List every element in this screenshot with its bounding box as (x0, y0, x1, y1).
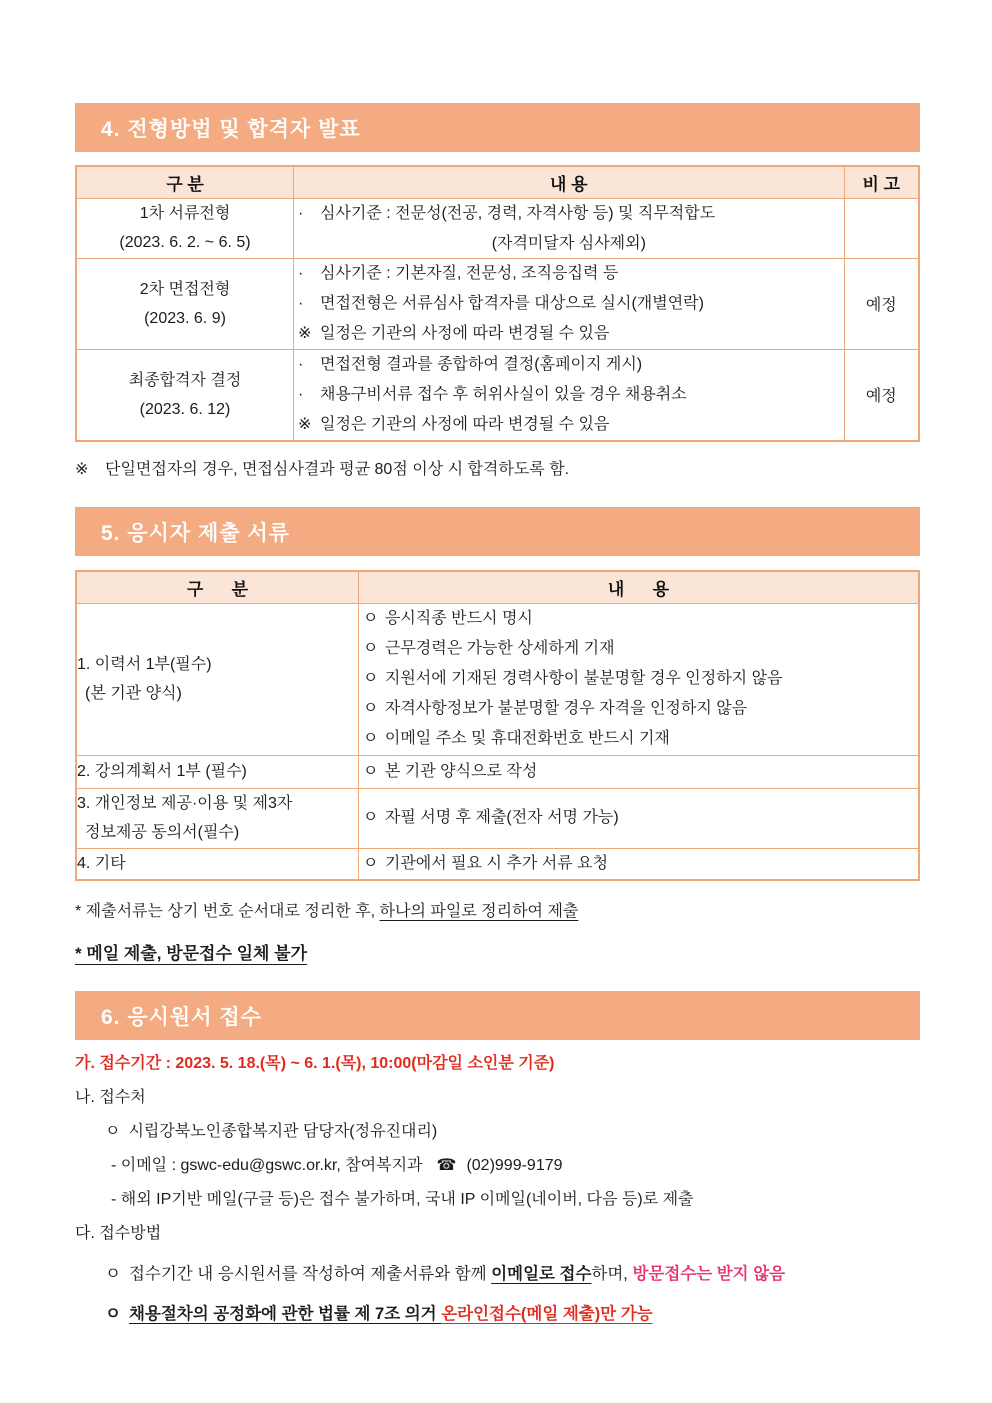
submission-documents-table (75, 570, 920, 881)
row-category-line: (2023. 6. 9) (144, 309, 226, 327)
reception-office-line (75, 1121, 920, 1143)
table-row (76, 198, 919, 258)
bullet-dot: · (298, 204, 304, 222)
submission-note-1 (75, 901, 920, 923)
row-category-line: 최종합격자 결정 (128, 371, 242, 389)
bullet-circle: ㅇ (362, 854, 379, 872)
section4-header (75, 103, 920, 152)
bullet-circle: ㅇ (362, 640, 379, 657)
row-category-line: 정보제공 동의서(필수) (85, 824, 240, 841)
reception-office-heading: 나. 접수처 (75, 1089, 146, 1106)
section6-title: 6. 응시원서 접수 (101, 1005, 262, 1029)
application-info (75, 1053, 920, 1325)
table-header-row (76, 571, 919, 603)
bullet-dot: · (298, 385, 304, 403)
bullet-circle: ㅇ (362, 670, 379, 687)
section6-header (75, 991, 920, 1040)
content-line: 채용구비서류 접수 후 허위사실이 있을 경우 채용취소 (320, 385, 687, 403)
content-line: 심사기준 : 전문성(전공, 경력, 자격사항 등) 및 직무적합도 (320, 204, 716, 222)
note-text: * 제출서류는 상기 번호 순서대로 정리한 후, (75, 903, 380, 920)
content-line: 심사기준 : 기본자질, 전문성, 조직응집력 등 (320, 264, 619, 282)
row-category-line: 2. 강의계획서 1부 (필수) (77, 763, 247, 780)
bullet-circle: ㅇ (105, 1265, 121, 1283)
note-cell: 예정 (844, 349, 919, 441)
method-line-1 (75, 1263, 920, 1285)
period-label: 가. 접수기간 : (75, 1055, 176, 1072)
row-category-line: 1차 서류전형 (139, 205, 231, 222)
section4-title: 4. 전형방법 및 합격자 발표 (101, 117, 361, 141)
col-header-category: 구 분 (76, 166, 294, 198)
method-text: 접수기간 내 응시원서를 작성하여 제출서류와 함께 (128, 1265, 492, 1283)
content-line: 자격사항정보가 불분명할 경우 자격을 인정하지 않음 (384, 700, 748, 717)
reception-method-heading: 다. 접수방법 (75, 1225, 162, 1242)
bullet-circle: ㅇ (362, 809, 379, 826)
table-header-row (76, 166, 919, 198)
office-text: 시립강북노인종합복지관 담당자(정유진대리) (128, 1123, 438, 1140)
email-line (75, 1155, 920, 1177)
content-line: 본 기관 양식으로 작성 (384, 762, 538, 780)
content-line: 일정은 기관의 사정에 따라 변경될 수 있음 (320, 324, 610, 342)
email-submit-emphasis: 이메일로 접수 (491, 1265, 592, 1283)
reference-mark: ※ (298, 324, 312, 342)
application-period-line (75, 1053, 920, 1075)
table-row (76, 755, 919, 788)
period-value: 2023. 5. 18.(목) ~ 6. 1.(목), 10:00(마감일 소인분 기준) (175, 1055, 555, 1072)
note-cell (844, 198, 919, 258)
bullet-circle: ㅇ (362, 762, 379, 780)
col-header-content: 내 용 (294, 166, 845, 198)
no-visit-warning: 방문접수는 받지 않음 (632, 1265, 786, 1283)
row-category-line: 3. 개인정보 제공·이용 및 제3자 (77, 795, 293, 812)
content-line: 응시직종 반드시 명시 (384, 610, 533, 627)
bullet-circle: ㅇ (105, 1305, 121, 1323)
content-line: 근무경력은 가능한 상세하게 기재 (384, 640, 615, 657)
col-header-content: 내 용 (358, 571, 919, 603)
method-line-2 (75, 1303, 920, 1325)
content-line: 면접전형은 서류심사 합격자를 대상으로 실시(개별연락) (320, 294, 704, 312)
section5-title: 5. 응시자 제출 서류 (101, 521, 291, 545)
table-row (76, 848, 919, 880)
selection-process-table (75, 165, 920, 442)
ip-restriction-line: - 해외 IP기반 메일(구글 등)은 접수 불가하며, 국내 IP 이메일(네이버, 다음 등)로 제출 (111, 1191, 694, 1208)
bullet-dot: · (298, 264, 304, 282)
row-category-line: (2023. 6. 12) (139, 400, 231, 418)
phone-number: (02)999-9179 (466, 1157, 563, 1174)
table-row (76, 258, 919, 349)
col-header-note: 비 고 (844, 166, 919, 198)
row-category-line: 4. 기타 (77, 855, 126, 873)
content-line: 면접전형 결과를 종합하여 결정(홈페이지 게시) (320, 355, 643, 373)
row-category-line: 2차 면접전형 (139, 280, 231, 298)
phone-icon: ☎ (436, 1157, 457, 1174)
table-row (76, 349, 919, 441)
table-row (76, 788, 919, 848)
content-line: 자필 서명 후 제출(전자 서명 가능) (384, 809, 619, 826)
section5-header (75, 507, 920, 556)
reference-mark: ※ (298, 415, 312, 433)
bullet-circle: ㅇ (362, 730, 379, 747)
note-underlined-text: 하나의 파일로 정리하여 제출 (379, 903, 579, 920)
footnote-text: 단일면접자의 경우, 면접심사결과 평균 80점 이상 시 합격하도록 함. (105, 461, 570, 478)
reference-mark: ※ (75, 461, 89, 478)
section4-footnote (75, 459, 920, 481)
bullet-circle: ㅇ (362, 610, 379, 627)
submission-note-2 (75, 943, 920, 965)
bullet-dot: · (298, 355, 304, 373)
content-line: 지원서에 기재된 경력사항이 불분명할 경우 인정하지 않음 (384, 670, 783, 687)
row-category-line: (2023. 6. 2. ~ 6. 5) (119, 234, 251, 251)
content-line: (자격미달자 심사제외) (491, 234, 646, 252)
online-only-warning: 온라인접수(메일 제출)만 가능 (441, 1305, 653, 1323)
email-text: - 이메일 : gswc-edu@gswc.or.kr, 참여복지과 (111, 1157, 423, 1174)
content-line: 이메일 주소 및 휴대전화번호 반드시 기재 (384, 730, 670, 747)
col-header-category: 구 분 (76, 571, 358, 603)
table-row (76, 603, 919, 755)
note-text: * 메일 제출, 방문접수 일체 불가 (75, 944, 308, 963)
bullet-circle: ㅇ (105, 1123, 121, 1140)
note-cell: 예정 (844, 258, 919, 349)
content-line: 기관에서 필요 시 추가 서류 요청 (384, 854, 609, 872)
method-text: 하며, (591, 1265, 633, 1283)
row-category-line: 1. 이력서 1부(필수) (77, 656, 212, 673)
document-page (75, 103, 920, 1325)
content-line: 일정은 기관의 사정에 따라 변경될 수 있음 (320, 415, 610, 433)
law-reference-emphasis: 채용절차의 공정화에 관한 법률 제 7조 의거 (128, 1305, 442, 1323)
bullet-dot: · (298, 294, 304, 312)
bullet-circle: ㅇ (362, 700, 379, 717)
row-category-line: (본 기관 양식) (85, 685, 182, 702)
